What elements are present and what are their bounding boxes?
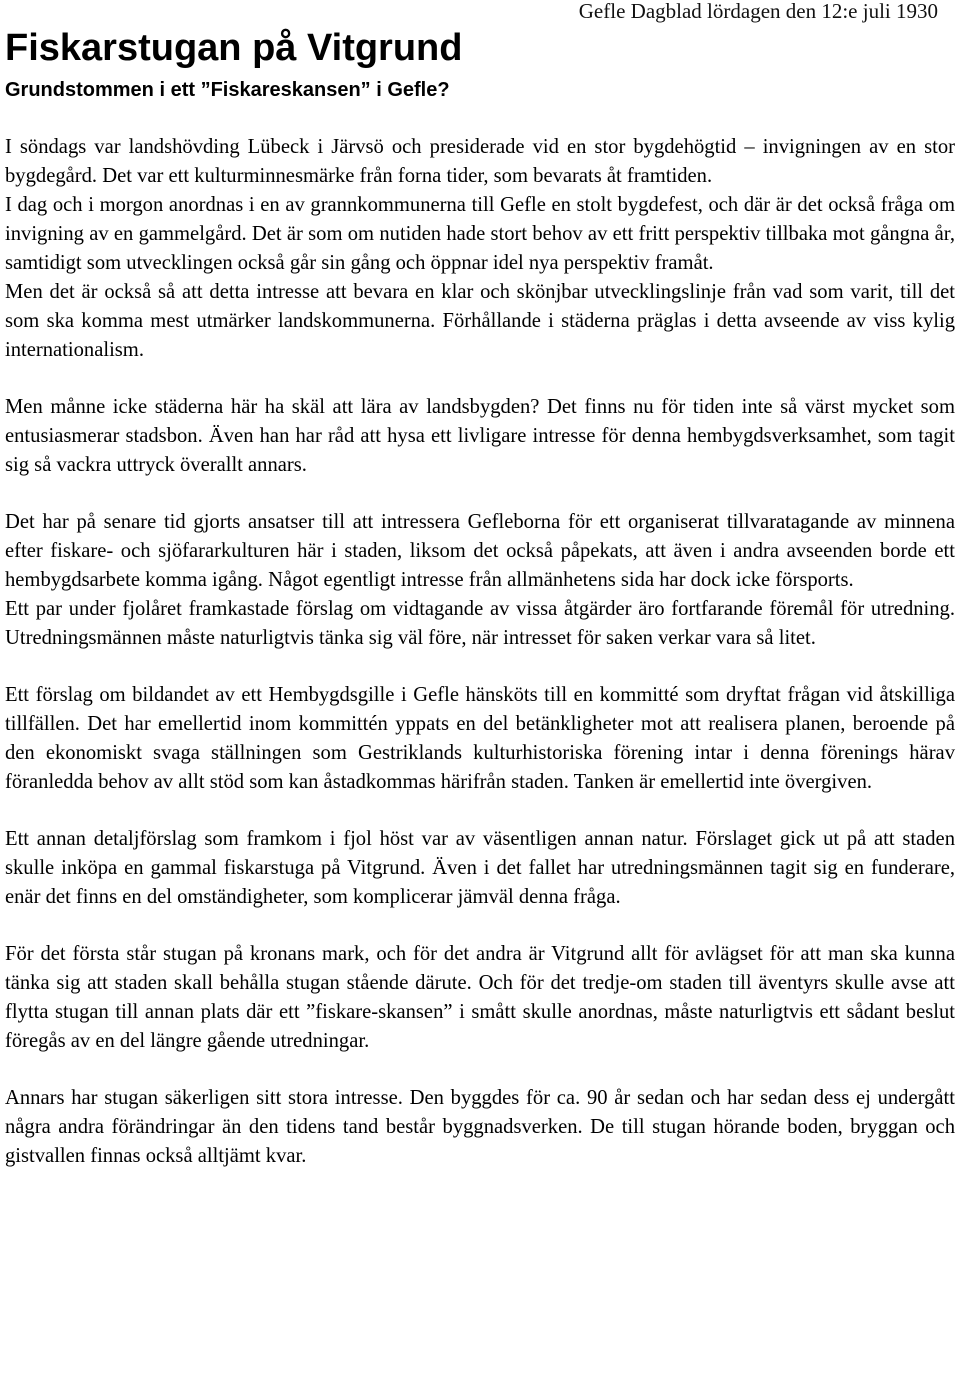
- paragraph: Men det är också så att detta intresse att bevara en klar och skönjbar utvecklingslinje från vad som varit, till det som ska komma mest utmärker landskommunerna. Förhållande i städerna präglas i detta avseende av viss kylig internationalism.: [5, 281, 955, 361]
- paragraph: Ett förslag om bildandet av ett Hembygdsgille i Gefle hänsköts till en kommitté som dryftat frågan vid åtskilliga tillfällen. Det har emellertid inom kommittén yppats en del betänkligheter mot att realisera planen, beroende på den ekonomiskt svaga ställningen som Gestriklands kulturhistoriska förening intar i denna förenings härav föranledda behov av allt stöd som kan åstadkommas härifrån staden. Tanken är emellertid inte övergiven.: [5, 684, 955, 793]
- paragraph: Annars har stugan säkerligen sitt stora intresse. Den byggdes för ca. 90 år sedan och har sedan dess ej undergått några andra förändringar än den tidens tand består byggnadsverken. De till stugan hörande boden, bryggan och gistvallen finnas också alltjämt kvar.: [5, 1087, 955, 1167]
- article-body: [5, 133, 955, 1171]
- paragraph: Ett annan detaljförslag som framkom i fjol höst var av väsentligen annan natur. Förslaget gick ut på att staden skulle inköpa en gammal fiskarstuga på Vitgrund. Även i det fallet har utredningsmännen tagit sig en funderare, enär det finns en del omständigheter, som komplicerar jämväl denna fråga.: [5, 828, 955, 908]
- paragraph: Ett par under fjolåret framkastade förslag om vidtagande av vissa åtgärder äro fortfarande föremål för utredning. Utredningsmännen måste naturligtvis tänka sig väl före, när intresset för saken verkar vara så litet.: [5, 598, 955, 649]
- paragraph: För det första står stugan på kronans mark, och för det andra är Vitgrund allt för avlägset för att man ska kunna tänka sig att staden skall behålla stugan stående därute. Och för det tredje-om staden till äventyrs skulle avse att flytta stugan till annan plats där ett ”fiskare-skansen” i smått skulle anordnas, måste naturligtvis ett sådant beslut föregås av en del längre gående utredningar.: [5, 943, 955, 1052]
- paragraph: Men månne icke städerna här ha skäl att lära av landsbygden? Det finns nu för tiden inte så värst mycket som entusiasmerar stadsbon. Även han har råd att hysa ett livligare intresse för denna hembygdsverksamhet, som tagit sig så vackra uttryck överallt annars.: [5, 396, 955, 476]
- paragraph: Det har på senare tid gjorts ansatser till att intressera Gefleborna för ett organiserat tillvaratagande av minnena efter fiskare- och sjöfararkulturen här i staden, liksom det också påpekats, att även i andra avseenden borde ett hembygdsarbete komma igång. Något egentligt intresse från allmänhetens sida har dock icke försports.: [5, 511, 955, 591]
- article-title: Fiskarstugan på Vitgrund: [5, 27, 463, 69]
- paragraph: I söndags var landshövding Lübeck i Järvsö och presiderade vid en stor bygdehögtid – invigningen av en stor bygdegård. Det var ett kulturminnesmärke från forna tider, som bevarats åt framtiden.: [5, 136, 955, 187]
- paragraph: I dag och i morgon anordnas i en av grannkommunerna till Gefle en stolt bygdefest, och där är det också fråga om invigning av en gammelgård. Det är som om nutiden hade stort behov av ett fritt perspektiv tillbaka mot gångna år, samtidigt som utvecklingen också går sin gång och öppnar idel nya perspektiv framåt.: [5, 194, 955, 274]
- article-subtitle: Grundstommen i ett ”Fiskareskansen” i Gefle?: [5, 79, 450, 101]
- newspaper-dateline: Gefle Dagblad lördagen den 12:e juli 1930: [578, 0, 938, 23]
